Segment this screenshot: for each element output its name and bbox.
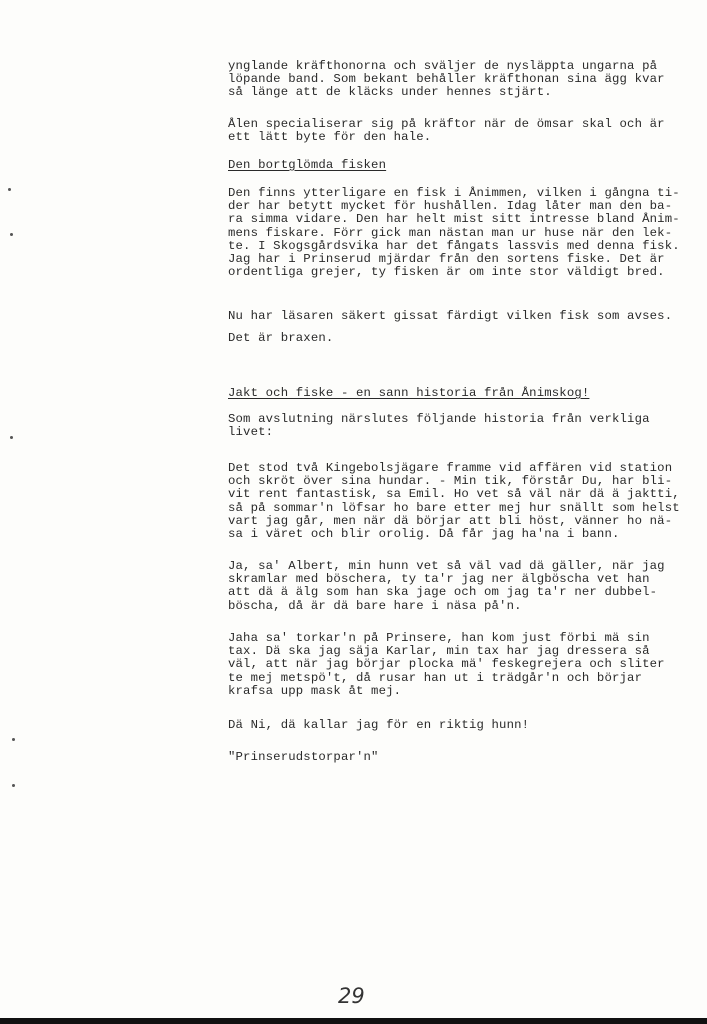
binding-hole-mark xyxy=(8,188,11,191)
binding-hole-mark xyxy=(10,436,13,439)
heading-hunting-story: Jakt och fiske - en sann historia från Ånimskog! xyxy=(228,386,590,400)
binding-hole-mark xyxy=(12,784,15,787)
paragraph-story-intro: Som avslutning närslutes följande historia från verkliga livet: xyxy=(228,412,650,440)
paragraph-story-emil: Det stod två Kingebolsjägare framme vid affären vid station och skröt över sina hundar. - Min tik, förstår Du, har bli- vit rent fantastisk, sa Emil. Ho vet så väl när dä ä jaktti, så på sommar'n löfsar ho bare etter mej hur snällt som helst vart jag går, men när dä börjar att bli höst, vänner ho nä- sa i väret och blir orolig. Då får jag ha'na i bann. xyxy=(228,461,680,542)
paragraph-forgotten-fish: Den finns ytterligare en fisk i Ånimmen, vilken i gångna ti- der har betytt mycket för hushållen. Idag låter man den ba- ra simma vidare. Den har helt mist sitt intresse bland Ånim- mens fiskare. Förr gick man nästan man ur huse när den lek- te. I Skogsgårdsvika har det fångats lassvis med denna fisk. Jag har i Prinserud mjärdar från den sortens fiske. Det är ordentliga grejer, ty fisken är om inte stor väldigt bred. xyxy=(228,186,680,280)
paragraph-story-punchline: Dä Ni, dä kallar jag för en riktig hunn! xyxy=(228,718,530,732)
paragraph-guess: Nu har läsaren säkert gissat färdigt vilken fisk som avses. xyxy=(228,309,673,323)
page-number: 29 xyxy=(338,984,365,1008)
heading-forgotten-fish: Den bortglömda fisken xyxy=(228,158,387,172)
paragraph-answer: Det är braxen. xyxy=(228,331,334,345)
paragraph-crayfish: ynglande kräfthonorna och sväljer de nysläppta ungarna på löpande band. Som bekant behåller kräfthonan sina ägg kvar så länge att de kläcks under hennes stjärt. xyxy=(228,59,665,100)
scan-edge xyxy=(0,1018,707,1024)
binding-hole-mark xyxy=(10,233,13,236)
paragraph-eel: Ålen specialiserar sig på kräftor när de ömsar skal och är ett lätt byte för den hale. xyxy=(228,117,665,145)
paragraph-story-albert: Ja, sa' Albert, min hunn vet så väl vad dä gäller, när jag skramlar med böschera, ty ta'r jag ner älgböscha vet han att dä ä älg som han ska jage och om jag ta'r ner dubbel- böscha, då är dä bare hare i näsa på'n. xyxy=(228,559,665,613)
binding-hole-mark xyxy=(12,738,15,741)
paragraph-story-torkarn: Jaha sa' torkar'n på Prinsere, han kom just förbi mä sin tax. Dä ska jag säja Karlar, min tax har jag dressera så väl, att när jag börjar plocka mä' feskegrejera och sliter te mej metspö't, då rusar han ut i trädgår'n och börjar krafsa upp mask åt mej. xyxy=(228,631,665,698)
signature: "Prinserudstorpar'n" xyxy=(228,750,379,764)
